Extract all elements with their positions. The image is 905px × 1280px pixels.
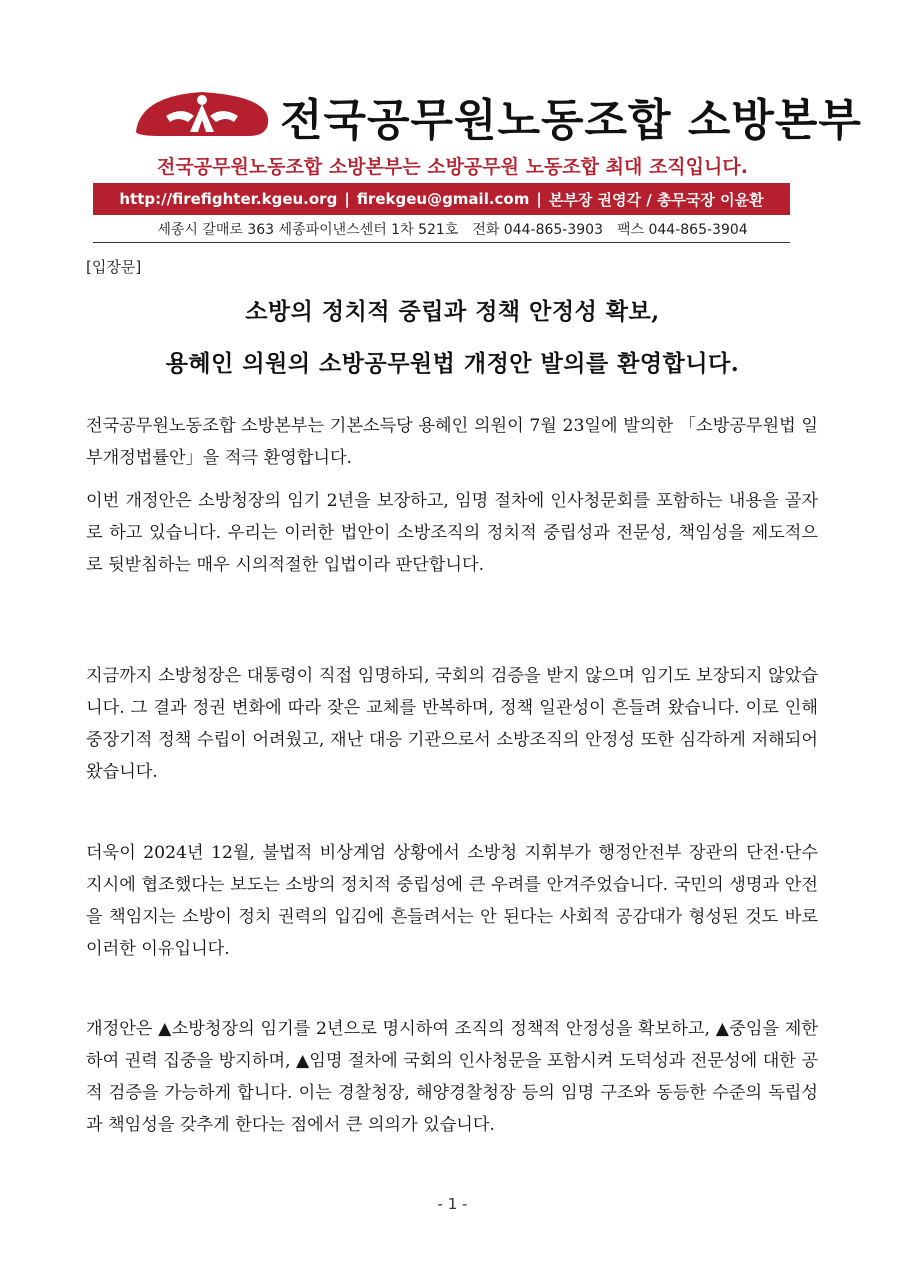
document-title [0, 286, 905, 390]
body-paragraph: 더욱이 2024년 12월, 불법적 비상계엄 상황에서 소방청 지휘부가 행정안전부 장관의 단전·단수 지시에 협조했다는 보도는 소방의 정치적 중립성에 큰 우려를 안겨주었습니다. 국민의 생명과 안전을 책임지는 소방이 정치 권력의 입김에 흔들려서는 안 된다는 사회적 공감대가 형성된 것도 바로 이러한 이유입니다. [86, 843, 818, 959]
document-type-label: [입장문] [86, 258, 142, 276]
body-paragraph: 개정안은 ▲소방청장의 임기를 2년으로 명시하여 조직의 정책적 안정성을 확보하고, ▲중임을 제한하여 권력 집중을 방지하며, ▲임명 절차에 국회의 인사청문을 포함시켜 도덕성과 전문성에 대한 공적 검증을 가능하게 합니다. 이는 경찰청장, 해양경찰청장 등의 임명 구조와 동등한 수준의 독립성과 책임성을 갖추게 한다는 점에서 큰 의의가 있습니다. [86, 1019, 818, 1135]
separator: | [536, 190, 542, 208]
org-name: 전국공무원노동조합 소방본부 [280, 95, 862, 146]
union-logo-icon [132, 88, 272, 140]
website-link[interactable]: http://firefighter.kgeu.org [119, 190, 338, 208]
email-link[interactable]: firekgeu@gmail.com [356, 190, 530, 208]
org-tagline: 전국공무원노동조합 소방본부는 소방공무원 노동조합 최대 조직입니다. [157, 156, 748, 178]
body-paragraph: 지금까지 소방청장은 대통령이 직접 임명하되, 국회의 검증을 받지 않으며 임기도 보장되지 않았습니다. 그 결과 정권 변화에 따라 잦은 교체를 반복하며, 정책 일관성이 흔들려 왔습니다. 이로 인해 중장기적 정책 수립이 어려웠고, 재난 대응 기관으로서 소방조직의 안정성 또한 심각하게 저해되어 왔습니다. [86, 666, 818, 782]
page-number: - 1 - [437, 1195, 468, 1213]
officers-text: 본부장 권영각 / 총무국장 이윤환 [548, 190, 764, 209]
title-line-1: 소방의 정치적 중립과 정책 안정성 확보, [245, 298, 660, 325]
body-paragraph: 전국공무원노동조합 소방본부는 기본소득당 용혜인 의원이 7월 23일에 발의한 「소방공무원법 일부개정법률안」을 적극 환영합니다. [86, 416, 818, 468]
title-line-2: 용혜인 의원의 소방공무원법 개정안 발의를 환영합니다. [165, 350, 740, 377]
header-divider [93, 242, 790, 243]
contact-band [93, 183, 790, 215]
address-line: 세종시 갈매로 363 세종파이낸스센터 1차 521호 전화 044-865-3903 팩스 044-865-3904 [157, 222, 748, 238]
body-paragraph: 이번 개정안은 소방청장의 임기 2년을 보장하고, 임명 절차에 인사청문회를 포함하는 내용을 골자로 하고 있습니다. 우리는 이러한 법안이 소방조직의 정치적 중립성과 전문성, 책임성을 제도적으로 뒷받침하는 매우 시의적절한 입법이라 판단합니다. [86, 491, 818, 575]
separator: | [344, 190, 350, 208]
logo-row [132, 78, 862, 148]
